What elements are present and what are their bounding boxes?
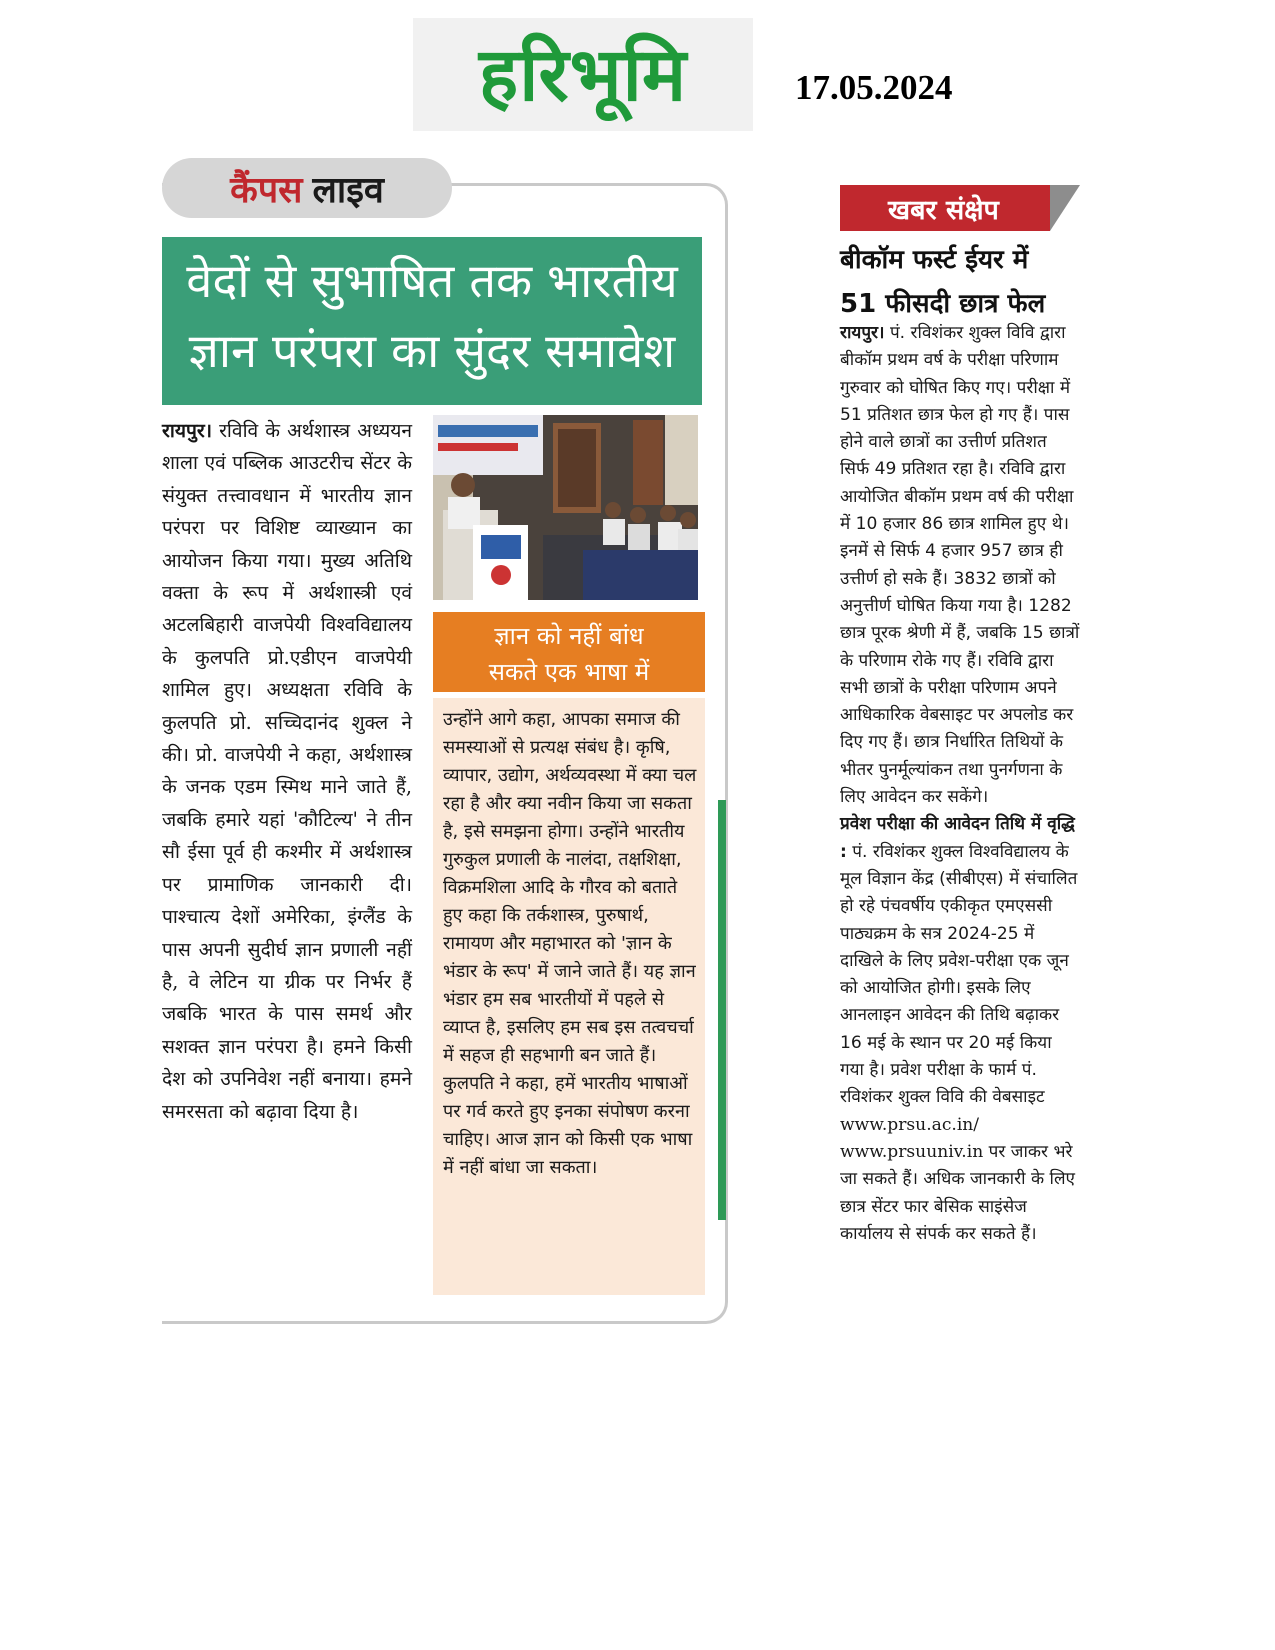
event-photo — [433, 415, 698, 600]
brief-url-2: www.prsuuniv.in — [840, 1141, 984, 1162]
section-tab-word-1: कैंपस — [230, 169, 303, 211]
masthead-logo-block — [413, 18, 753, 131]
article-dateline: रायपुर। — [162, 419, 212, 442]
brief-label-tail — [1050, 185, 1080, 231]
brief-dateline: रायपुर। — [840, 323, 885, 343]
brief-body-text-2: पं. रविशंकर शुक्ल विश्वविद्यालय के मूल विज्ञान केंद्र (सीबीएस) में संचालित हो रहे पंचवर्षीय एकीकृत एमएससी पाठ्यक्रम के सत्र 2024-25 में दाखिले के लिए प्रवेश-परीक्षा एक जून को आयोजित होगी। इसके लिए आनलाइन आवेदन की तिथि बढ़ाकर 16 मई के स्थान पर 20 मई किया गया है। प्रवेश परीक्षा के फार्म पं. रविशंकर शुक्ल विवि की वेबसाइट — [840, 841, 1078, 1108]
brief-subhead: प्रवेश परीक्षा की आवेदन तिथि में वृद्धि : — [840, 814, 1075, 862]
article-body-text: रविवि के अर्थशास्त्र अध्ययन शाला एवं पब्लिक आउटरीच सेंटर के संयुक्त तत्त्वावधान में भारतीय ज्ञान परंपरा पर विशिष्ट व्याख्यान का आयोजन किया गया। मुख्य अतिथि वक्ता के रूप में अर्थशास्त्री एवं अटलबिहारी वाजपेयी विश्वविद्यालय के कुलपति प्रो.एडीएन वाजपेयी शामिल हुए। अध्यक्षता रविवि के कुलपति प्रो. सच्चिदानंद शुक्ल ने की। प्रो. वाजपेयी ने कहा, अर्थशास्त्र के जनक एडम स्मिथ माने जाते हैं, जबकि हमारे यहां 'कौटिल्य' ने तीन सौ ईसा पूर्व ही कश्मीर में अर्थशास्त्र पर प्रामाणिक जानकारी दी। पाश्चात्य देशों अमेरिका, इंग्लैंड के पास अपनी सुदीर्घ ज्ञान प्रणाली नहीं है, वे लेटिन या ग्रीक पर निर्भर हैं जबकि भारत के पास समर्थ और सशक्त ज्ञान परंपरा है। हमने किसी देश को उपनिवेश नहीं बनाया। हमने समरसता को बढ़ावा दिया है। — [162, 419, 412, 1123]
article-headline — [162, 237, 702, 405]
subhead-line-1: ज्ञान को नहीं बांध — [494, 622, 644, 650]
event-photo-illustration — [433, 415, 698, 600]
subhead-line-2: सकते एक भाषा में — [488, 658, 650, 686]
section-tab — [162, 158, 452, 218]
brief-headline — [840, 238, 1080, 326]
green-divider — [718, 800, 726, 1220]
brief-body — [840, 320, 1080, 1248]
section-tab-word-2: लाइव — [312, 169, 384, 211]
newspaper-logo: हरिभूमि — [478, 31, 688, 118]
article-subhead — [433, 612, 705, 692]
brief-url-1: www.prsu.ac.in/ — [840, 1114, 980, 1135]
headline-line-1: वेदों से सुभाषित तक भारतीय — [186, 254, 678, 309]
brief-body-text-3: पर जाकर भरे जा सकते हैं। अधिक जानकारी के लिए छात्र सेंटर फार बेसिक साइंसेज कार्यालय से संपर्क कर सकते हैं। — [840, 1141, 1075, 1244]
publication-date: 17.05.2024 — [795, 68, 953, 107]
article-body — [162, 415, 412, 1128]
headline-line-2: ज्ञान परंपरा का सुंदर समावेश — [188, 324, 676, 379]
side-box-text: उन्होंने आगे कहा, आपका समाज की समस्याओं से प्रत्यक्ष संबंध है। कृषि, व्यापार, उद्योग, अर्थव्यवस्था में क्या चल रहा है और क्या नवीन किया जा सकता है, इसे समझना होगा। उन्होंने भारतीय गुरुकुल प्रणाली के नालंदा, तक्षशिक्षा, विक्रमशिला आदि के गौरव को बताते हुए कहा कि तर्कशास्त्र, पुरुषार्थ, रामायण और महाभारत को 'ज्ञान के भंडार के रूप' में जाने जाते हैं। यह ज्ञान भंडार हम सब भारतीयों में पहले से व्याप्त है, इसलिए हम सब इस तत्वचर्चा में सहज ही सहभागी बन जाते हैं। कुलपति ने कहा, हमें भारतीय भाषाओं पर गर्व करते हुए इनका संपोषण करना चाहिए। आज ज्ञान को किसी एक भाषा में नहीं बांधा जा सकता। — [443, 709, 697, 1178]
brief-headline-line-1: बीकॉम फर्स्ट ईयर में — [840, 245, 1029, 275]
brief-headline-line-2: 51 फीसदी छात्र फेल — [840, 289, 1046, 319]
brief-body-text-1: पं. रविशंकर शुक्ल विवि द्वारा बीकॉम प्रथम वर्ष के परीक्षा परिणाम गुरुवार को घोषित किए गए। परीक्षा में 51 प्रतिशत छात्र फेल हो गए हैं। पास होने वाले छात्रों का उत्तीर्ण प्रतिशत सिर्फ 49 प्रतिशत रहा है। रविवि द्वारा आयोजित बीकॉम प्रथम वर्ष की परीक्षा में 10 हजार 86 छात्र शामिल हुए थे। इनमें से सिर्फ 4 हजार 957 छात्र ही उत्तीर्ण हो सके हैं। 3832 छात्रों को अनुत्तीर्ण घोषित किया गया है। 1282 छात्र पूरक श्रेणी में हैं, जबकि 15 छात्रों के परिणाम रोके गए हैं। रविवि द्वारा सभी छात्रों के परीक्षा परिणाम अपने आधिकारिक वेबसाइट पर अपलोड कर दिए गए हैं। छात्र निर्धारित तिथियों के भीतर पुनर्मूल्यांकन तथा पुनर्गणना के लिए आवेदन कर सकेंगे। — [840, 323, 1080, 808]
brief-section-label: खबर संक्षेप — [840, 185, 1050, 231]
